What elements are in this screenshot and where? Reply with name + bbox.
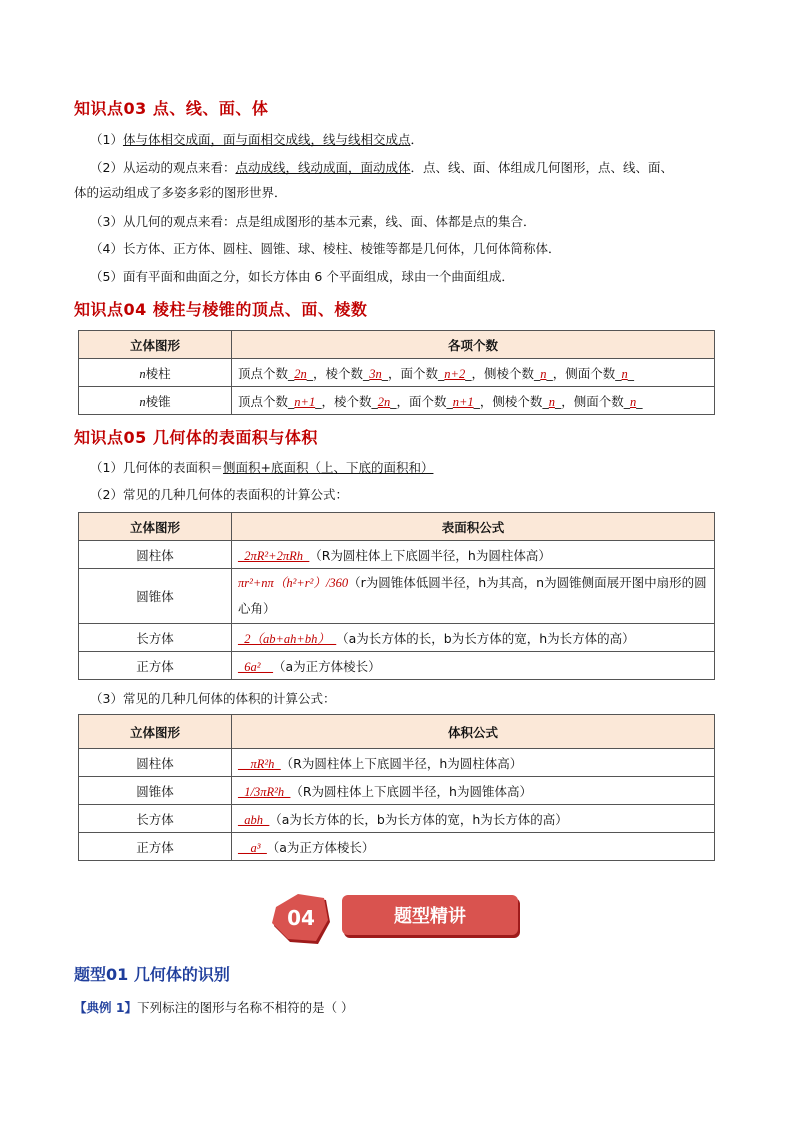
label: ，面个数	[396, 393, 447, 409]
formula-note: （R为圆柱体上下底圆半径，h为圆柱体高）	[280, 755, 523, 771]
sec05-line2: （2）常见的几种几何体的表面积的计算公式：	[90, 487, 348, 502]
example-1	[74, 998, 354, 1016]
formula-note: （a为正方体棱长）	[273, 658, 381, 674]
shape-n: n	[139, 366, 146, 381]
section-05-title: 知识点05 几何体的表面积与体积	[74, 428, 318, 447]
sec03-line1-pre: （1）	[90, 132, 123, 147]
formula: __πR²h_	[238, 756, 281, 771]
shape-label: 棱柱	[145, 365, 171, 381]
formula: _2πR²+2πRh_	[238, 548, 310, 563]
table-header: 各项个数	[232, 331, 715, 359]
shape-cell: 圆锥体	[79, 777, 232, 805]
sec03-line2-post: ．点、线、面、体组成几何图形，点、线、面、	[410, 160, 673, 175]
answer: n+1	[452, 394, 474, 409]
table-row	[79, 833, 715, 861]
example-text: 下列标注的图形与名称不相符的是（ ）	[137, 1000, 354, 1015]
sec03-line2-underlined: 点动成线，线动成面，面动成体	[235, 160, 411, 175]
shape-cell	[79, 387, 232, 415]
formula-note: （a为长方体的长，b为长方体的宽，h为长方体的高）	[269, 811, 568, 827]
answer: n	[540, 366, 547, 381]
shape-cell: 圆柱体	[79, 541, 232, 569]
answer: 2n	[377, 394, 391, 409]
answer: n	[548, 394, 555, 409]
type-01-title: 题型01 几何体的识别	[74, 965, 230, 984]
sec03-line2b: 体的运动组成了多姿多彩的图形世界．	[74, 185, 287, 200]
formula-note: （a为正方体棱长）	[266, 839, 375, 855]
sec03-line1-underlined: 体与体相交成面，面与面相交成线，线与线相交成点	[122, 132, 411, 147]
formula-cell	[232, 749, 715, 777]
table-row	[79, 777, 715, 805]
answer: n	[621, 366, 628, 381]
count-cell: 顶点个数_2n_，棱个数_3n_，面个数_n+2_，侧棱个数_n_，侧面个数_n_	[232, 359, 715, 387]
formula-cell	[232, 624, 715, 652]
table-header: 立体图形	[79, 513, 232, 541]
shape-cell	[79, 359, 232, 387]
formula-cell	[232, 569, 715, 624]
volume-table	[78, 714, 715, 861]
shape-cell: 正方体	[79, 652, 232, 680]
shape-cell: 圆锥体	[79, 569, 232, 624]
label: ，面个数	[388, 365, 439, 381]
formula: __a³_	[238, 840, 267, 855]
sec03-line4: （4）长方体、正方体、圆柱、圆锥、球、棱柱、棱锥等都是几何体，几何体简称体．	[90, 241, 561, 256]
formula: πr²+nπ（h²+r²）/360	[238, 576, 349, 590]
shape-cell: 圆柱体	[79, 749, 232, 777]
shape-cell: 长方体	[79, 624, 232, 652]
label: ，侧面个数	[552, 365, 616, 381]
formula-cell	[232, 833, 715, 861]
sec05-line1-pre: （1）几何体的表面积＝	[90, 460, 223, 475]
formula-note: （R为圆柱体上下底圆半径，h为圆锥体高）	[290, 783, 532, 799]
label: ，侧面个数	[561, 393, 624, 409]
label: ，棱个数	[313, 365, 364, 381]
formula: _6a²__	[238, 659, 273, 674]
formula-cell	[232, 652, 715, 680]
shape-cell: 正方体	[79, 833, 232, 861]
answer: 3n	[369, 366, 382, 381]
sec03-line5: （5）面有平面和曲面之分，如长方体由 6 个平面组成，球由一个曲面组成．	[90, 269, 514, 284]
banner-number: 04	[287, 906, 315, 930]
sec03-line3: （3）从几何的观点来看：点是组成图形的基本元素，线、面、体都是点的集合．	[90, 214, 536, 229]
formula-note: （R为圆柱体上下底圆半径，h为圆柱体高）	[309, 547, 551, 563]
formula-cell	[232, 805, 715, 833]
sec05-line3: （3）常见的几种几何体的体积的计算公式：	[90, 691, 336, 706]
sec03-line1-post: ．	[410, 132, 423, 147]
sec03-line2	[90, 159, 673, 177]
table-row	[79, 805, 715, 833]
answer: n	[629, 394, 637, 409]
banner-label: 题型精讲	[394, 906, 466, 927]
answer: n+2	[444, 366, 466, 381]
shape-n: n	[139, 394, 146, 409]
table-row	[79, 624, 715, 652]
table-row	[79, 541, 715, 569]
section-03-title: 知识点03 点、线、面、体	[74, 99, 269, 118]
surface-area-table	[78, 512, 715, 680]
answer: 2n	[294, 366, 307, 381]
formula-cell	[232, 541, 715, 569]
shape-cell: 长方体	[79, 805, 232, 833]
section-banner	[272, 892, 522, 948]
answer: n+1	[294, 394, 316, 409]
formula: _abh_	[238, 812, 270, 827]
count-cell: 顶点个数_n+1_，棱个数_2n_，面个数_n+1_，侧棱个数_n_，侧面个数_n_	[232, 387, 715, 415]
table-row	[79, 652, 715, 680]
sec03-line1	[90, 131, 423, 149]
formula: _2（ab+ah+bh）_	[238, 631, 337, 646]
section-04-title: 知识点04 棱柱与棱锥的顶点、面、棱数	[74, 300, 368, 319]
formula: _1/3πR²h_	[238, 784, 291, 799]
table-header: 立体图形	[79, 715, 232, 749]
formula-note: （a为长方体的长，b为长方体的宽，h为长方体的高）	[336, 630, 635, 646]
table-header: 体积公式	[232, 715, 715, 749]
table-header: 立体图形	[79, 331, 232, 359]
sec05-line1	[90, 459, 433, 477]
table-row	[79, 749, 715, 777]
example-tag: 【典例 1】	[74, 1000, 138, 1015]
label: 顶点个数	[238, 365, 289, 381]
label: ，侧棱个数	[479, 393, 543, 409]
formula-cell	[232, 777, 715, 805]
label: ，侧棱个数	[471, 365, 534, 381]
table-row	[79, 569, 715, 624]
sec05-line1-underlined: 侧面积+底面积（上、下底的面积和）	[222, 460, 434, 475]
table-row	[79, 387, 715, 415]
shape-label: 棱锥	[145, 393, 171, 409]
prism-pyramid-table	[78, 330, 715, 415]
formula-note: （r为圆锥体低圆半径，h为其高，n为圆锥侧面展开图中扇形的圆心角）	[238, 575, 707, 616]
label: ，棱个数	[321, 393, 372, 409]
table-header: 表面积公式	[232, 513, 715, 541]
sec03-line2-pre: （2）从运动的观点来看：	[90, 160, 236, 175]
table-row	[79, 359, 715, 387]
label: 顶点个数	[238, 393, 289, 409]
